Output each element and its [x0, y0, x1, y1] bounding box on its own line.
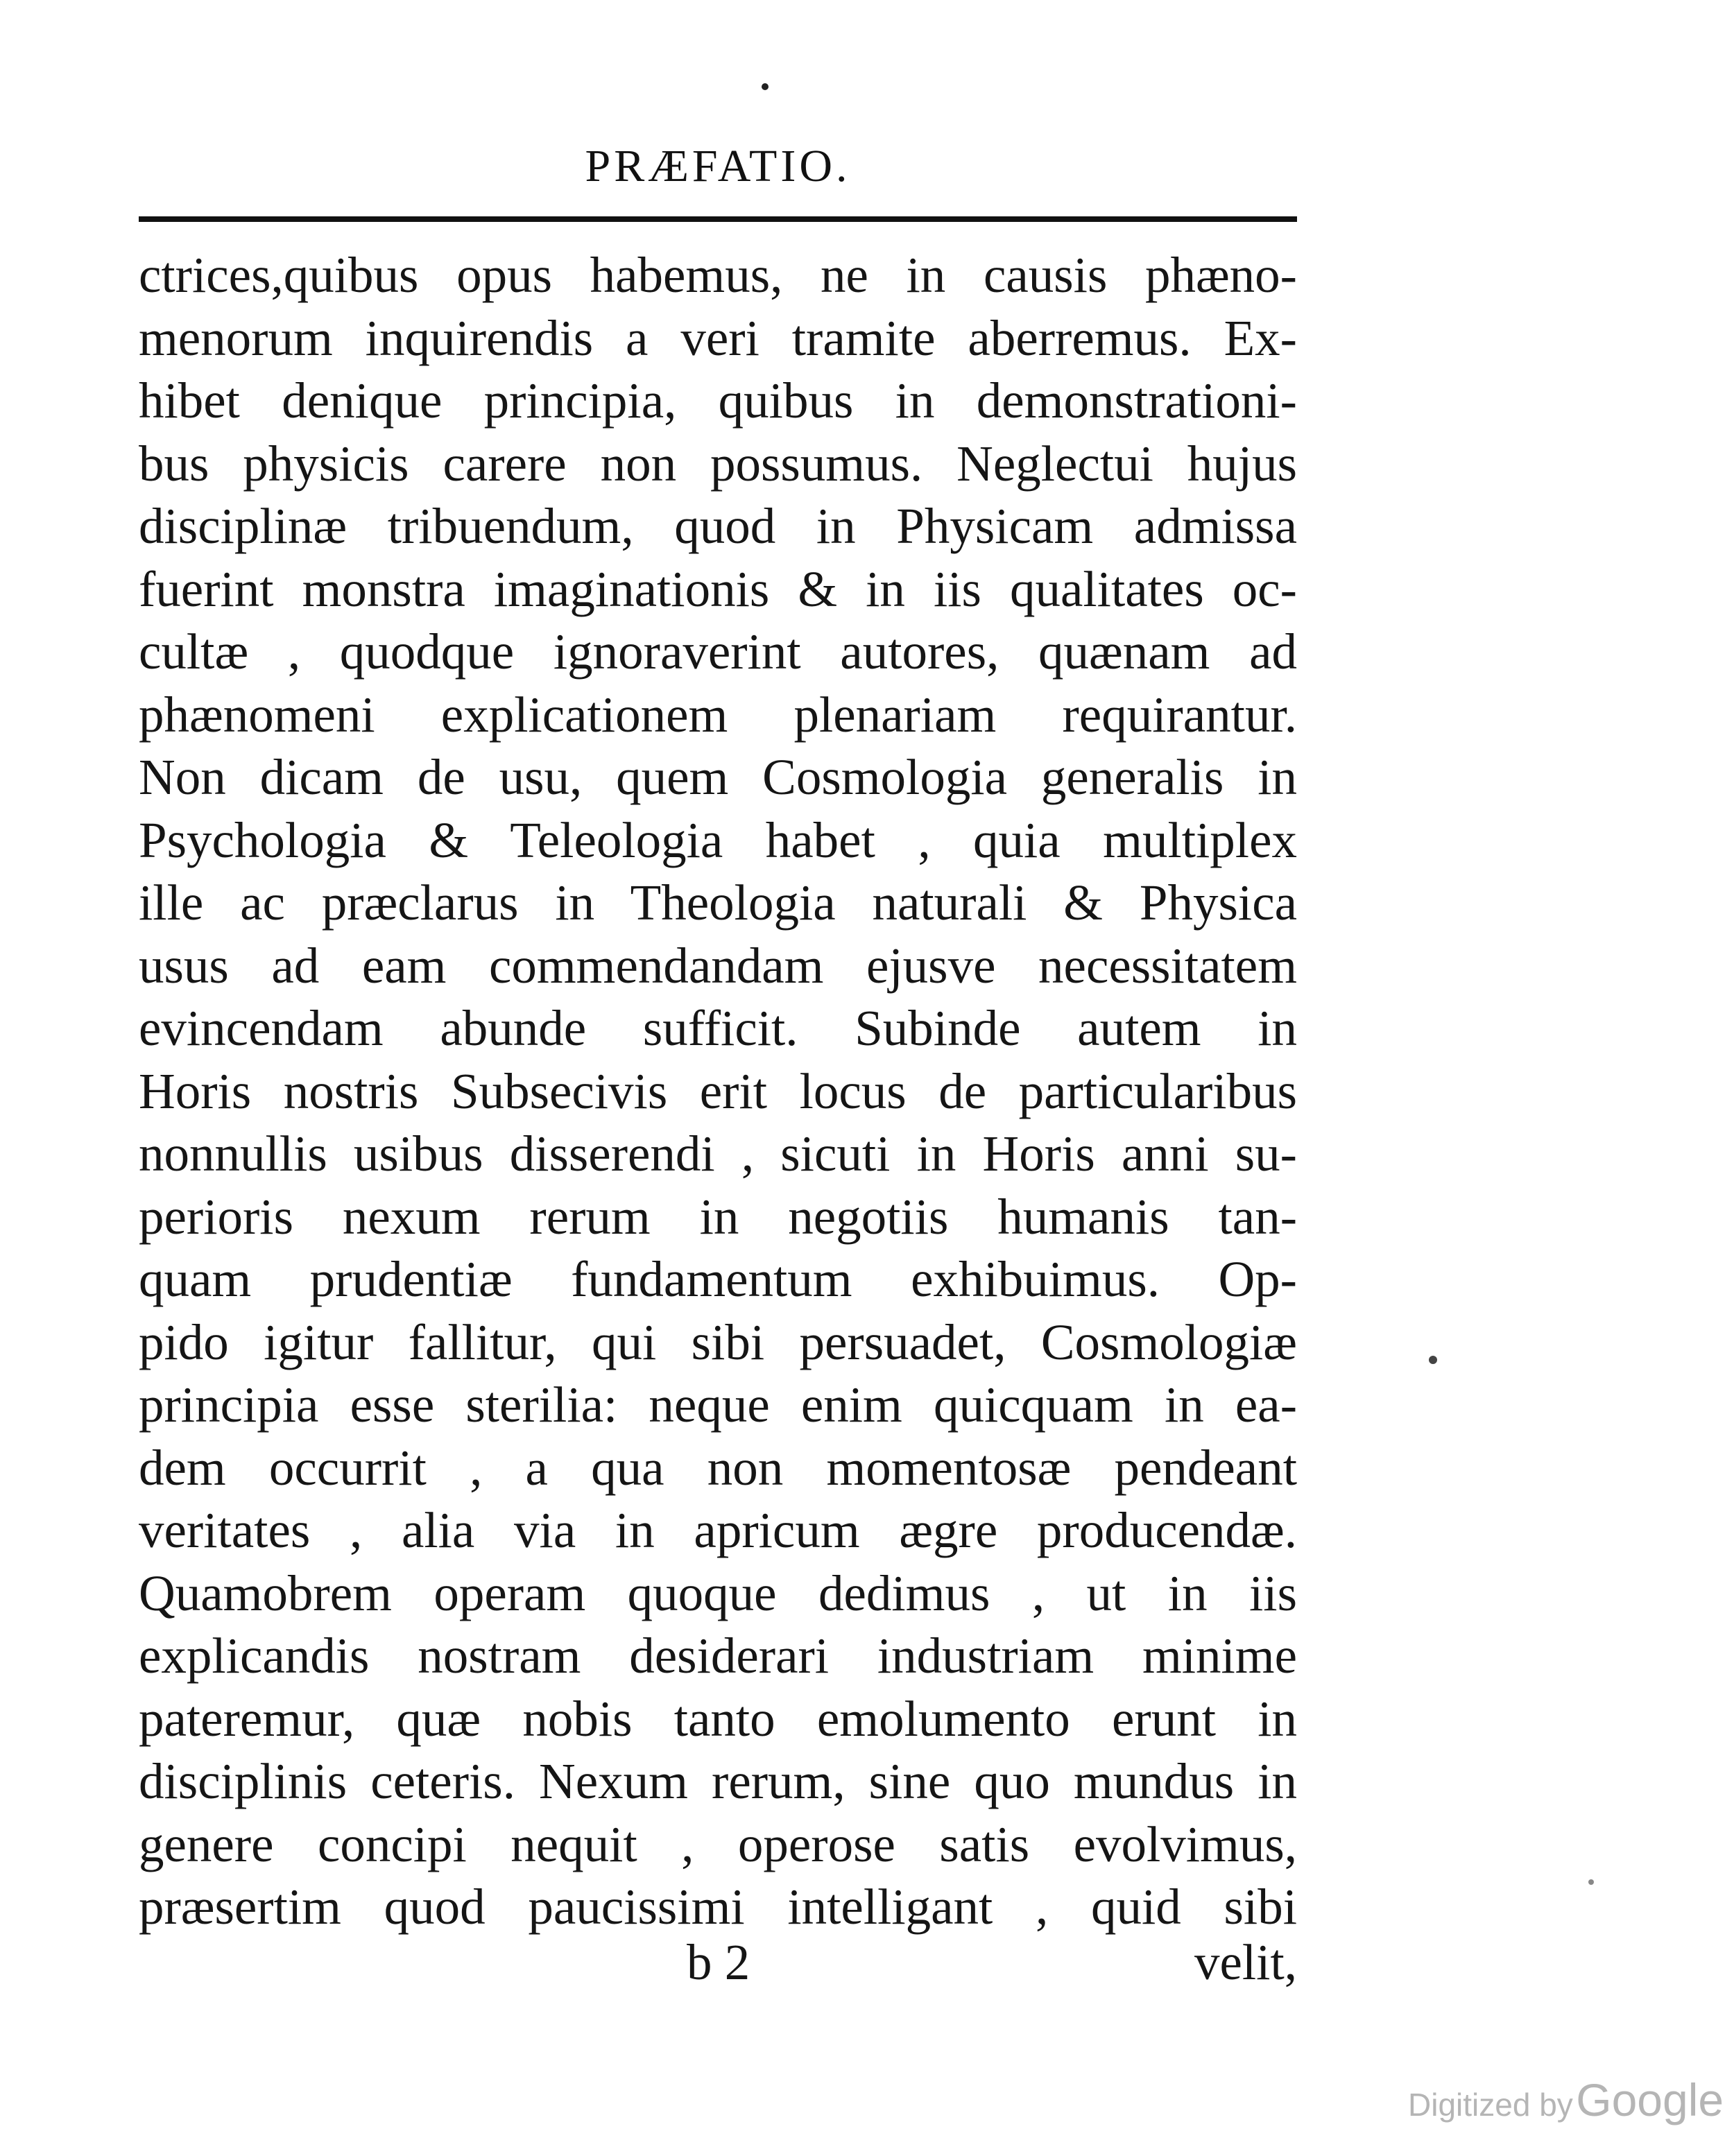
text-line: præsertim quod paucissimi intelligant , quid sibi [139, 1879, 1297, 1935]
digitized-by-google-watermark [1408, 2073, 1724, 2126]
running-head: PRÆFATIO. [585, 141, 851, 191]
text-line: principia esse sterilia: neque enim quicquam in ea- [139, 1377, 1297, 1433]
text-line: usus ad eam commendandam ejusve necessitatem [139, 937, 1297, 994]
ink-speck [1588, 1879, 1594, 1885]
text-line: Quamobrem operam quoque dedimus , ut in iis [139, 1564, 1297, 1621]
text-line: perioris nexum rerum in negotiis humanis tan- [139, 1188, 1297, 1245]
text-line: nonnullis usibus disserendi , sicuti in Horis anni su- [139, 1126, 1297, 1182]
text-line: ille ac præclarus in Theologia naturali & Physica [139, 874, 1297, 931]
google-logo: Google [1576, 2074, 1724, 2125]
text-line: fuerint monstra imaginationis & in iis qualitates oc- [139, 560, 1297, 617]
text-line: disciplinis ceteris. Nexum rerum, sine quo mundus in [139, 1753, 1297, 1809]
header-rule [139, 216, 1297, 222]
signature-mark: b 2 [687, 1934, 750, 1990]
watermark-prefix: Digitized by [1408, 2087, 1573, 2123]
text-line: evincendam abunde sufficit. Subinde autem in [139, 1000, 1297, 1056]
page-footer [139, 1931, 1297, 1994]
body-text [139, 244, 1297, 1939]
text-line: Horis nostris Subsecivis erit locus de particularibus [139, 1062, 1297, 1119]
text-line: phænomeni explicationem plenariam requirantur. [139, 686, 1297, 743]
text-line: hibet denique principia, quibus in demonstrationi- [139, 372, 1297, 429]
text-line: pido igitur fallitur, qui sibi persuadet, Cosmologiæ [139, 1313, 1297, 1370]
text-line: genere concipi nequit , operose satis evolvimus, [139, 1816, 1297, 1872]
ink-speck [1429, 1356, 1437, 1364]
text-line: menorum inquirendis a veri tramite aberremus. Ex- [139, 309, 1297, 366]
text-line: quam prudentiæ fundamentum exhibuimus. Op- [139, 1251, 1297, 1307]
text-line: pateremur, quæ nobis tanto emolumento erunt in [139, 1690, 1297, 1747]
text-line: veritates , alia via in apricum ægre producendæ. [139, 1502, 1297, 1558]
text-line: disciplinæ tribuendum, quod in Physicam admissa [139, 498, 1297, 554]
text-line: ctrices,quibus opus habemus, ne in causis phæno- [139, 247, 1297, 303]
text-line: cultæ , quodque ignoraverint autores, quænam ad [139, 623, 1297, 680]
text-line: Non dicam de usu, quem Cosmologia generalis in [139, 749, 1297, 805]
text-line: Psychologia & Teleologia habet , quia multiplex [139, 811, 1297, 868]
text-line: explicandis nostram desiderari industriam minime [139, 1628, 1297, 1684]
text-line: dem occurrit , a qua non momentosæ pendeant [139, 1439, 1297, 1496]
text-line: bus physicis carere non possumus. Neglectui hujus [139, 435, 1297, 492]
catchword: velit, [1194, 1934, 1297, 1990]
ink-speck [762, 83, 769, 90]
